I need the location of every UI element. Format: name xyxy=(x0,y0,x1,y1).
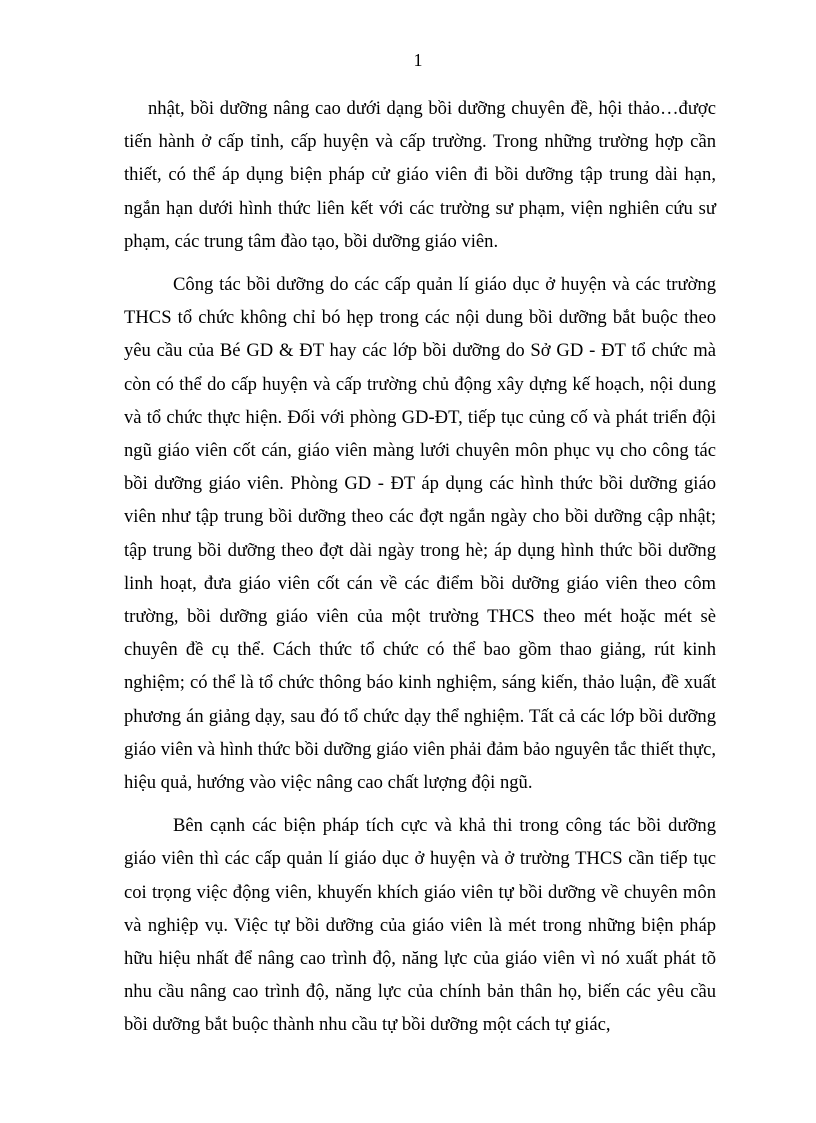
paragraph-3: Bên cạnh các biện pháp tích cực và khả thi trong công tác bồi dưỡng giáo viên thì các cấp quản lí giáo dục ở huyện và ở trường THCS cần tiếp tục coi trọng việc động viên, khuyến khích giáo viên tự bồi dưỡng về chuyên môn và nghiệp vụ. Việc tự bồi dưỡng của giáo viên là mét trong những biện pháp hữu hiệu nhất để nâng cao trình độ, năng lực của giáo viên vì nó xuất phát tõ nhu cầu nâng cao trình độ, năng lực của chính bản thân họ, biến các yêu cầu bồi dưỡng bắt buộc thành nhu cầu tự bồi dưỡng một cách tự giác, xyxy=(124,815,716,1036)
body-text xyxy=(124,92,716,1052)
paragraph-2: Công tác bồi dưỡng do các cấp quản lí giáo dục ở huyện và các trường THCS tổ chức không chỉ bó hẹp trong các nội dung bồi dưỡng bắt buộc theo yêu cầu của Bé GD & ĐT hay các lớp bồi dưỡng do Sở GD - ĐT tổ chức mà còn có thể do cấp huyện và cấp trường chủ động xây dựng kế hoạch, nội dung và tổ chức thực hiện. Đối với phòng GD-ĐT, tiếp tục củng cố và phát triển đội ngũ giáo viên cốt cán, giáo viên màng lưới chuyên môn phục vụ cho công tác bồi dưỡng giáo viên. Phòng GD - ĐT áp dụng các hình thức bồi dưỡng giáo viên như tập trung bồi dưỡng theo các đợt ngắn ngày cho bồi dưỡng cập nhật; tập trung bồi dưỡng theo đợt dài ngày trong hè; áp dụng hình thức bồi dưỡng linh hoạt, đưa giáo viên cốt cán về các điểm bồi dưỡng giáo viên theo côm trường, bồi dưỡng giáo viên của một trường THCS theo mét hoặc mét sè chuyên đề cụ thể. Cách thức tổ chức có thể bao gồm thao giảng, rút kinh nghiệm; có thể là tổ chức thông báo kinh nghiệm, sáng kiến, thảo luận, đề xuất phương án giảng dạy, sau đó tổ chức dạy thể nghiệm. Tất cả các lớp bồi dưỡng giáo viên và hình thức bồi dưỡng giáo viên phải đảm bảo nguyên tắc thiết thực, hiệu quả, hướng vào việc nâng cao chất lượng đội ngũ. xyxy=(124,274,716,794)
paragraph-1: nhật, bồi dưỡng nâng cao dưới dạng bồi dưỡng chuyên đề, hội thảo…được tiến hành ở cấp tỉnh, cấp huyện và cấp trường. Trong những trường hợp cần thiết, có thể áp dụng biện pháp cử giáo viên đi bồi dưỡng tập trung dài hạn, ngắn hạn dưới hình thức liên kết với các trường sư phạm, viện nghiên cứu sư phạm, các trung tâm đào tạo, bồi dưỡng giáo viên. xyxy=(124,98,716,252)
page-number: 1 xyxy=(413,50,423,70)
